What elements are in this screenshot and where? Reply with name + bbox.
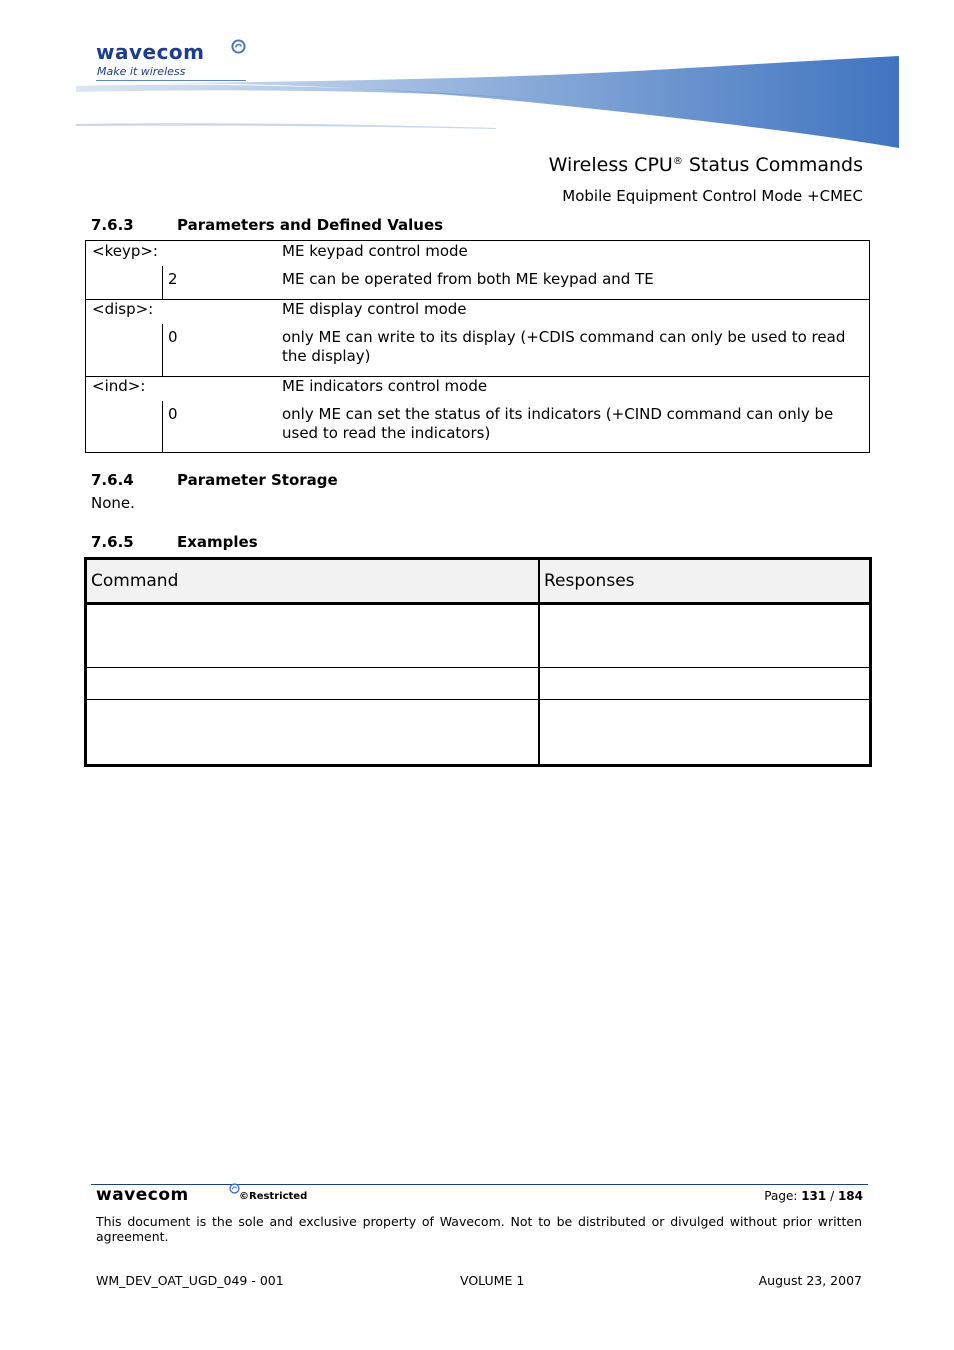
param-value-desc: only ME can write to its display (+CDIS command can only be used to read the display) [282, 328, 846, 365]
param-row [86, 241, 869, 299]
row-divider [87, 667, 869, 668]
param-desc: ME indicators control mode [282, 377, 488, 395]
value-divider [162, 401, 163, 453]
heading-examples [91, 533, 258, 551]
chapter-title [549, 154, 863, 176]
logo-swirl-icon [231, 39, 246, 54]
param-name: <disp>: [92, 300, 154, 318]
header-banner [76, 52, 899, 156]
heading-parameters [91, 216, 443, 234]
column-divider [538, 560, 540, 764]
page-total: 184 [837, 1189, 863, 1203]
heading-number: 7.6.3 [91, 216, 134, 234]
parameters-table [85, 240, 870, 453]
logo-tagline: Make it wireless [97, 65, 186, 78]
logo-underline [96, 80, 246, 81]
value-divider [162, 324, 163, 377]
page-number [764, 1189, 863, 1203]
param-desc: ME display control mode [282, 300, 467, 318]
param-value: 0 [168, 328, 178, 346]
col-command-header: Command [91, 571, 179, 591]
wavecom-logo: wavecom [96, 40, 205, 64]
param-name: <ind>: [92, 377, 146, 395]
examples-table [84, 557, 872, 767]
doc-date: August 23, 2007 [758, 1273, 862, 1288]
registered-mark: ® [672, 156, 683, 167]
doc-id: WM_DEV_OAT_UGD_049 - 001 [96, 1273, 284, 1288]
confidentiality-notice: This document is the sole and exclusive property of Wavecom. Not to be distributed or divulged without prior written agreement. [96, 1214, 862, 1244]
examples-header-row [87, 560, 869, 605]
footer-rule [91, 1184, 868, 1185]
page-label: Page: [764, 1189, 802, 1203]
heading-storage [91, 471, 338, 489]
chapter-title-pre: Wireless CPU [548, 154, 673, 176]
heading-number: 7.6.5 [91, 533, 134, 551]
value-divider [162, 266, 163, 299]
col-responses-header: Responses [544, 571, 635, 591]
param-row [86, 299, 869, 376]
restricted-label: ©Restricted [239, 1191, 308, 1202]
param-value-desc: only ME can set the status of its indicators (+CIND command can only be used to read the indicators) [282, 405, 834, 442]
page-current: 131 [801, 1189, 827, 1203]
row-divider [87, 699, 869, 700]
volume-label: VOLUME 1 [460, 1273, 525, 1288]
heading-title: Parameter Storage [177, 471, 338, 489]
footer-wavecom-logo: wavecom [96, 1185, 189, 1205]
param-value-desc: ME can be operated from both ME keypad and TE [282, 270, 654, 288]
param-name: <keyp>: [92, 242, 158, 260]
param-row [86, 376, 869, 452]
param-value: 2 [168, 270, 178, 288]
heading-title: Examples [177, 533, 258, 551]
section-subtitle: Mobile Equipment Control Mode +CMEC [562, 187, 863, 205]
heading-title: Parameters and Defined Values [177, 216, 444, 234]
chapter-title-post: Status Commands [682, 154, 863, 176]
param-value: 0 [168, 405, 178, 423]
heading-number: 7.6.4 [91, 471, 134, 489]
page-separator: / [826, 1189, 838, 1203]
storage-body: None. [91, 494, 135, 512]
param-desc: ME keypad control mode [282, 242, 468, 260]
